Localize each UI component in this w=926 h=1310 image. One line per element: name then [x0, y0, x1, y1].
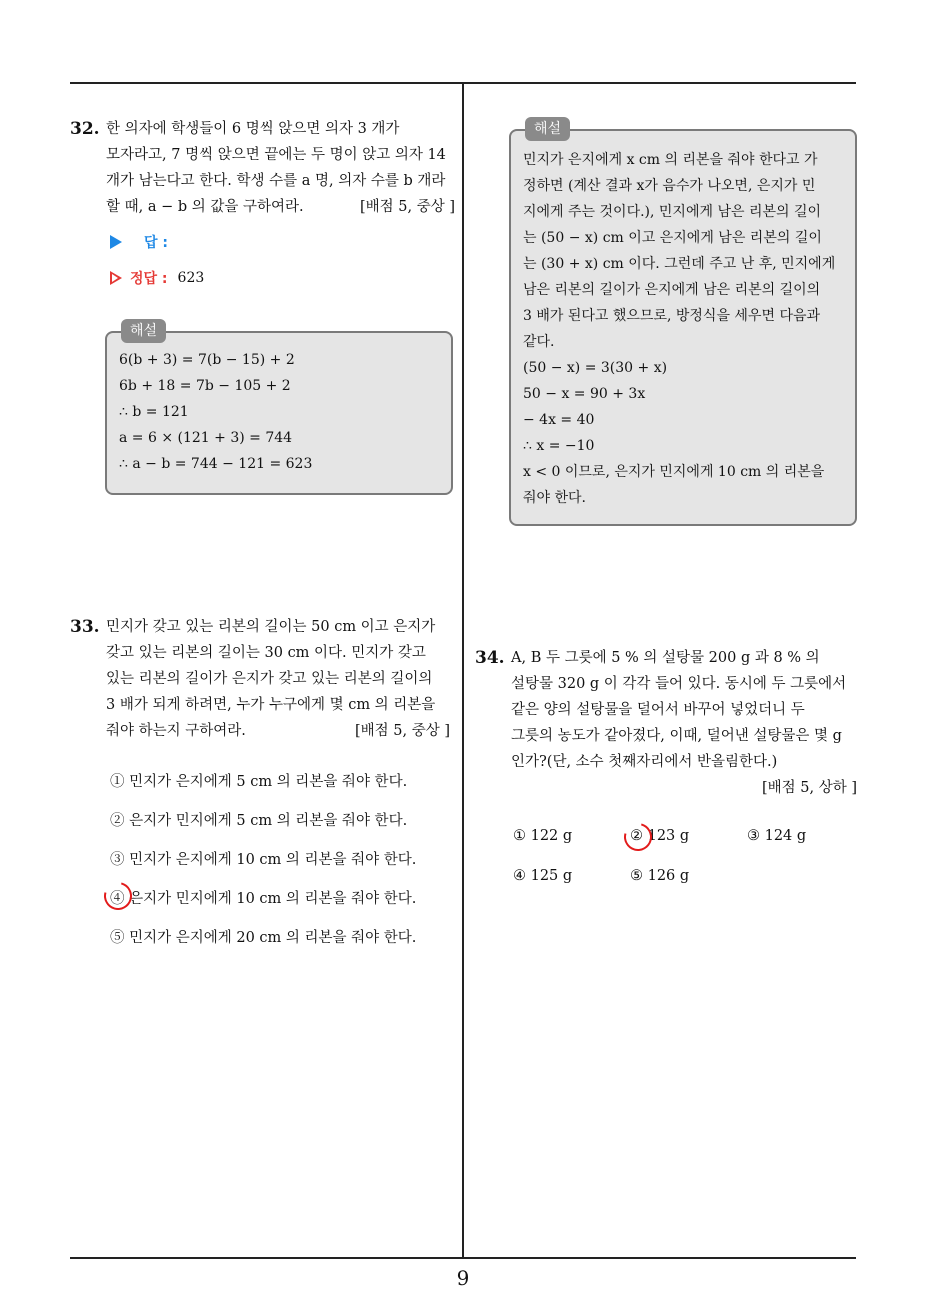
problem-34	[475, 645, 857, 801]
choice-4-marked[interactable]: ④ 은지가 민지에게 10 cm 의 리본을 줘야 한다.	[110, 887, 416, 908]
explanation-line: ∴ x = −10	[523, 438, 595, 454]
explanation-line: 같다.	[523, 334, 555, 350]
explanation-line: ∴ b = 121	[119, 404, 189, 420]
explanation-line: 지에게 주는 것이다.), 민지에게 남은 리본의 길이	[523, 204, 822, 220]
choice-3[interactable]: ③ 124 g	[747, 828, 807, 844]
stem-line: 줘야 하는지 구하여라.	[106, 723, 246, 739]
play-arrow-icon	[110, 235, 122, 249]
explanation-line: 6(b + 3) = 7(b − 15) + 2	[119, 352, 295, 368]
explanation-line: 줘야 한다.	[523, 490, 586, 506]
choice-1[interactable]: ① 민지가 은지에게 5 cm 의 리본을 줘야 한다.	[110, 774, 408, 790]
stem-line: 같은 양의 설탕물을 덜어서 바꾸어 넣었더니 두	[511, 702, 805, 718]
choice-5[interactable]: ⑤ 민지가 은지에게 20 cm 의 리본을 줘야 한다.	[110, 930, 417, 946]
problem-stem	[511, 645, 857, 801]
stem-line: 갖고 있는 리본의 길이는 30 cm 이다. 민지가 갖고	[106, 645, 426, 661]
explanation-line: 50 − x = 90 + 3x	[523, 386, 646, 402]
explanation-line: 6b + 18 = 7b − 105 + 2	[119, 378, 291, 394]
explanation-line: 는 (30 + x) cm 이다. 그런데 주고 난 후, 민지에게	[523, 256, 836, 272]
footer-rule	[70, 1257, 856, 1259]
problem-number: 32.	[70, 119, 100, 139]
hollow-arrow-icon	[110, 271, 122, 285]
stem-line: 있는 리본의 길이가 은지가 갖고 있는 리본의 길이의	[106, 671, 433, 687]
choice-3[interactable]: ③ 민지가 은지에게 10 cm 의 리본을 줘야 한다.	[110, 852, 417, 868]
stem-line: 3 배가 되게 하려면, 누가 누구에게 몇 cm 의 리본을	[106, 697, 436, 713]
explanation-tag: 해설	[121, 319, 166, 343]
explanation-line: − 4x = 40	[523, 412, 595, 428]
stem-line: 인가?(단, 소수 첫째자리에서 반올림한다.)	[511, 754, 778, 770]
problem-33	[70, 614, 450, 744]
explanation-tag: 해설	[525, 117, 570, 141]
score-badge: [배점 5, 중상 ]	[354, 723, 450, 739]
problem-32	[70, 116, 455, 220]
choice-2[interactable]: ② 은지가 민지에게 5 cm 의 리본을 줘야 한다.	[110, 813, 408, 829]
explanation-line: 는 (50 − x) cm 이고 은지에게 남은 리본의 길이	[523, 230, 822, 246]
explanation-line: 정하면 (계산 결과 x가 음수가 나오면, 은지가 민	[523, 178, 816, 194]
problem-stem	[106, 614, 450, 744]
problem-number: 34.	[475, 648, 505, 668]
stem-line: A, B 두 그릇에 5 % 의 설탕물 200 g 과 8 % 의	[511, 650, 820, 666]
choices-34	[513, 828, 807, 884]
choices-33	[110, 770, 417, 946]
stem-line: 그릇의 농도가 같아졌다, 이때, 덜어낸 설탕물은 몇 g	[511, 728, 842, 744]
choice-1[interactable]: ① 122 g	[513, 828, 573, 844]
explanation-line: (50 − x) = 3(30 + x)	[523, 360, 668, 376]
score-badge: [배점 5, 상하 ]	[761, 780, 857, 796]
score-badge: [배점 5, 중상 ]	[359, 199, 455, 215]
explanation-line: 민지가 은지에게 x cm 의 리본을 줘야 한다고 가	[523, 152, 818, 168]
stem-line: 민지가 갖고 있는 리본의 길이는 50 cm 이고 은지가	[106, 619, 436, 635]
explanation-line: ∴ a − b = 744 − 121 = 623	[119, 456, 313, 472]
stem-line: 한 의자에 학생들이 6 명씩 앉으면 의자 3 개가	[106, 121, 400, 137]
choice-2-marked[interactable]: ② 123 g	[630, 828, 690, 844]
problem-number: 33.	[70, 617, 100, 637]
explanation-line: 남은 리본의 길이가 은지에게 남은 리본의 길이의	[523, 282, 821, 298]
choice-5[interactable]: ⑤ 126 g	[630, 868, 690, 884]
stem-line: 모자라고, 7 명씩 앉으면 끝에는 두 명이 앉고 의자 14	[106, 147, 446, 163]
answer-row	[110, 232, 168, 252]
explanation-line: a = 6 × (121 + 3) = 744	[119, 430, 293, 446]
problem-stem	[106, 116, 455, 220]
choice-4[interactable]: ④ 125 g	[513, 868, 573, 884]
stem-line: 설탕물 320 g 이 각각 들어 있다. 동시에 두 그릇에서	[511, 676, 847, 692]
explanation-box-33	[509, 121, 857, 526]
explanation-box-32	[105, 323, 453, 495]
correct-answer-label: 정답 :	[130, 271, 168, 287]
stem-line: 개가 남는다고 한다. 학생 수를 a 명, 의자 수를 b 개라	[106, 173, 446, 189]
explanation-line: 3 배가 된다고 했으므로, 방정식을 세우면 다음과	[523, 308, 821, 324]
correct-answer-row	[110, 268, 204, 288]
answer-label: 답 :	[144, 235, 168, 251]
column-divider	[462, 84, 464, 1257]
page-number: 9	[456, 1266, 470, 1290]
explanation-line: x < 0 이므로, 은지가 민지에게 10 cm 의 리본을	[523, 464, 825, 480]
correct-answer-value: 623	[177, 270, 205, 286]
stem-line: 할 때, a − b 의 값을 구하여라.	[106, 199, 304, 215]
